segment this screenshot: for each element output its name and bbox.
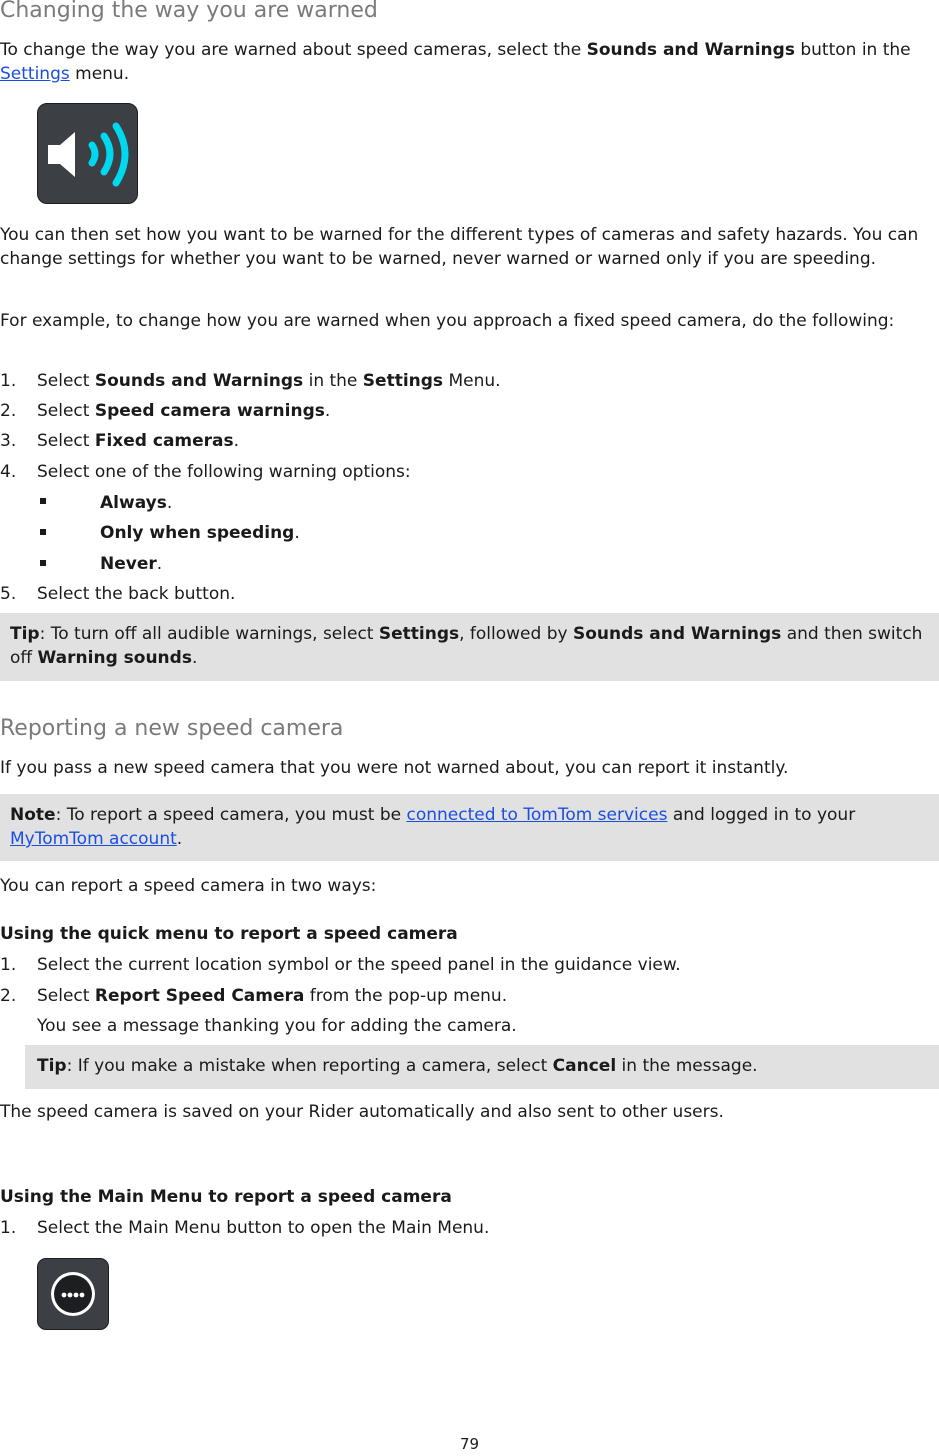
step-subtext: You see a message thanking you for adding the camera. xyxy=(37,1016,517,1036)
option-text: Always. xyxy=(100,493,173,513)
step-text: Select Speed camera warnings. xyxy=(37,401,331,421)
section-heading-reporting: Reporting a new speed camera xyxy=(0,716,344,741)
step-text: Select the back button. xyxy=(37,584,236,604)
main-menu-heading: Using the Main Menu to report a speed camera xyxy=(0,1187,452,1207)
step-number: 4. xyxy=(0,462,17,482)
list-item xyxy=(0,953,939,977)
intro-text-3: menu. xyxy=(69,64,130,84)
section-heading-warned: Changing the way you are warned xyxy=(0,0,378,23)
step-text: Select Sounds and Warnings in the Settings Menu. xyxy=(37,371,501,391)
option-text: Never. xyxy=(100,554,163,574)
intro-paragraph xyxy=(0,38,939,86)
intro-text-1: To change the way you are warned about speed cameras, select the xyxy=(0,40,587,60)
saved-paragraph: The speed camera is saved on your Rider automatically and also sent to other users. xyxy=(0,1102,724,1122)
page-number: 79 xyxy=(459,1435,480,1453)
more-dots-icon xyxy=(38,1259,110,1331)
step-number: 1. xyxy=(0,955,17,975)
cameras-paragraph: You can then set how you want to be warned for the different types of cameras and safety hazards. You can change settings for whether you want to be warned, never warned or warned only if you are speeding. xyxy=(0,225,919,269)
intro-text-2: button in the xyxy=(794,40,911,60)
step-number: 2. xyxy=(0,401,17,421)
speaker-sound-waves-icon xyxy=(38,104,139,205)
bullet xyxy=(40,529,46,535)
step-number: 1. xyxy=(0,371,17,391)
quick-tip-text: Tip: If you make a mistake when reporting a camera, select Cancel in the message. xyxy=(37,1056,758,1076)
step-number: 2. xyxy=(0,986,17,1006)
step-number: 5. xyxy=(0,584,17,604)
bullet xyxy=(40,560,46,566)
step-text: Select the current location symbol or the speed panel in the guidance view. xyxy=(37,955,681,975)
settings-link[interactable]: Settings xyxy=(0,64,70,84)
step-text: Select Report Speed Camera from the pop-up menu. xyxy=(37,986,508,1006)
reporting-intro: If you pass a new speed camera that you were not warned about, you can report it instantly. xyxy=(0,758,789,778)
quick-menu-heading: Using the quick menu to report a speed camera xyxy=(0,924,458,944)
step-text: Select one of the following warning options: xyxy=(37,462,411,482)
step-text: Select the Main Menu button to open the Main Menu. xyxy=(37,1218,490,1238)
note-box xyxy=(0,794,939,861)
main-menu-button[interactable] xyxy=(37,1258,109,1330)
sounds-and-warnings-button[interactable] xyxy=(37,103,138,204)
example-paragraph: For example, to change how you are warned when you approach a fixed speed camera, do the following: xyxy=(0,311,895,331)
mytomtom-account-link[interactable]: MyTomTom account xyxy=(10,829,177,849)
tip-box xyxy=(0,613,939,681)
step-text: Select Fixed cameras. xyxy=(37,431,240,451)
list-item xyxy=(0,984,939,1008)
note-text: Note: To report a speed camera, you must be connected to TomTom services and logged in to your MyTomTom account. xyxy=(10,805,856,849)
tip-text: Tip: To turn off all audible warnings, select Settings, followed by Sounds and Warnings and then switch off Warning sounds. xyxy=(10,624,923,668)
ways-paragraph: You can report a speed camera in two ways: xyxy=(0,876,377,896)
step-number: 3. xyxy=(0,431,17,451)
option-text: Only when speeding. xyxy=(100,523,300,543)
tomtom-services-link[interactable]: connected to TomTom services xyxy=(406,805,668,825)
step-number: 1. xyxy=(0,1218,17,1238)
bullet xyxy=(40,498,46,504)
intro-bold: Sounds and Warnings xyxy=(586,40,795,60)
quick-tip-box xyxy=(25,1045,939,1089)
list-item xyxy=(0,1216,939,1240)
